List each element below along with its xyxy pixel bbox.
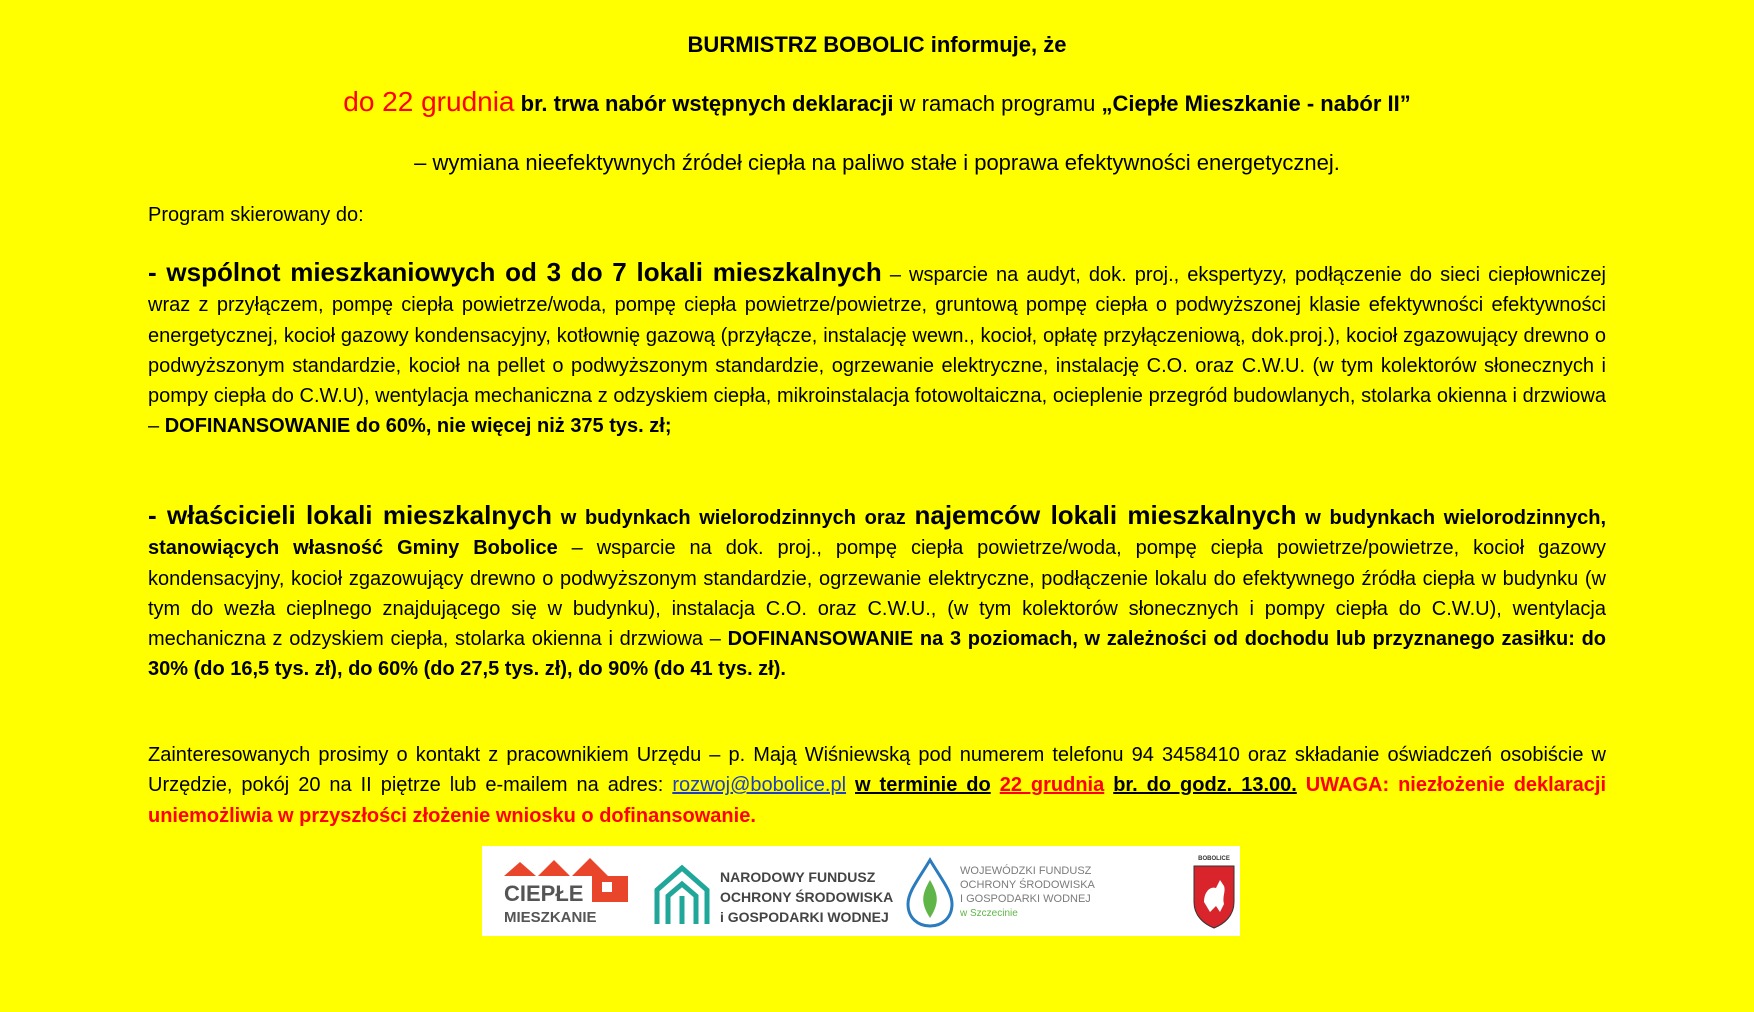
section-owners-heading-b: w budynkach wielorodzinnych oraz — [560, 507, 906, 529]
window-icon — [602, 882, 612, 892]
cieple-logo-line2: MIESZKANIE — [504, 909, 597, 926]
section-owners-body: – wsparcie na dok. proj., pompę ciepła powietrze/woda, pompę ciepła powietrze/powietrze, kocioł gazowy kondensacyjny, kocioł zgazowujący drewno o podwyższonym standardzie, ogrzewanie elektryczne, podłączenie lokalu do efektywnego źródła ciepła w budynku (w tym do wezła cieplnego znajdującego się w budynku), instalacja C.O. oraz C.W.U., (w tym kolektorów słonecznych i pompy ciepła do C.W.U), wentylacja mechaniczna z odzyskiem ciepła, stolarka okienna i drzwiowa – — [148, 537, 1606, 651]
wfosigw-logo — [908, 860, 1096, 926]
roof-icon — [504, 862, 536, 876]
headline-deadline: do 22 grudnia — [343, 86, 515, 117]
wfosigw-line1: WOJEWÓDZKI FUNDUSZ — [960, 865, 1092, 877]
nfosigw-logo — [657, 868, 893, 925]
logos-svg — [482, 846, 1240, 936]
section-communities — [148, 257, 1606, 442]
section-owners-heading-a: - właścicieli lokali mieszkalnych — [148, 500, 552, 530]
headline — [0, 86, 1754, 118]
cieple-mieszkanie-logo — [504, 858, 628, 926]
warning-text: UWAGA: niezłożenie deklaracji uniemożliwia w przyszłości złożenie wniosku o dofinansowanie. — [148, 774, 1607, 827]
deadline-date: 22 grudnia — [999, 774, 1105, 797]
cieple-logo-line1: CIEPŁE — [504, 881, 584, 906]
headline-bold: br. trwa nabór wstępnych deklaracji — [520, 91, 894, 116]
contact-paragraph — [148, 740, 1606, 831]
page-title: BURMISTRZ BOBOLIC informuje, że — [687, 32, 1067, 57]
bobolice-label: BOBOLICE — [1198, 856, 1230, 862]
section-communities-heading: - wspólnot mieszkaniowych od 3 do 7 lokali mieszkalnych — [148, 257, 882, 287]
logos-bar — [482, 846, 1240, 936]
section-owners-heading-d: w budynkach wielorodzinnych, stanowiących własność Gminy Bobolice — [148, 507, 1607, 560]
headline-program: „Ciepłe Mieszkanie - nabór II” — [1101, 91, 1411, 116]
roof-icon — [572, 858, 608, 876]
email-link[interactable]: rozwoj@bobolice.pl — [672, 774, 847, 797]
nfosigw-line3: i GOSPODARKI WODNEJ — [720, 909, 889, 925]
bobolice-coat-of-arms — [1194, 856, 1234, 928]
wfosigw-line4: w Szczecinie — [960, 908, 1018, 919]
section-communities-body: – wsparcie na audyt, dok. proj., ekspertyzy, podłączenie do sieci ciepłowniczej wraz z przyłączem, pompę ciepła powietrze/woda, pompę ciepła powietrze/powietrze, gruntową pompę ciepła o podwyższonej klasie efektywności efektywności energetycznej, kocioł gazowy kondensacyjny, kotłownię gazową (przyłącze, instalację wewn., kocioł, opłatę przyłączeniową, dok.proj.), kocioł zgazowujący drewno o podwyższonym standardzie, kocioł na pellet o podwyższonym standardzie, ogrzewanie elektryczne, instalację C.O. oraz C.W.U. (w tym kolektorów słonecznych i pompy ciepła do C.W.U), wentylacja mechaniczna z odzyskiem ciepła, mikroinstalacja fotowoltaiczna, ocieplenie przegród budowlanych, stolarka okienna i drzwiowa – — [148, 264, 1607, 438]
nfosigw-line1: NARODOWY FUNDUSZ — [720, 869, 876, 885]
wfosigw-line3: I GOSPODARKI WODNEJ — [960, 893, 1091, 905]
deadline-text-b: br. do godz. 13.00. — [1113, 774, 1297, 797]
subheadline: – wymiana nieefektywnych źródeł ciepła na paliwo stałe i poprawa efektywności energetycznej. — [414, 150, 1340, 175]
nfosigw-line2: OCHRONY ŚRODOWISKA — [720, 889, 894, 905]
section-communities-funding: DOFINANSOWANIE do 60%, nie więcej niż 375 tys. zł; — [164, 415, 672, 438]
section-owners-heading-c: najemców lokali mieszkalnych — [914, 500, 1297, 530]
intro-text: Program skierowany do: — [148, 204, 364, 226]
headline-normal: w ramach programu — [899, 91, 1096, 116]
wfosigw-line2: OCHRONY ŚRODOWISKA — [960, 879, 1095, 891]
leaf-icon — [923, 880, 937, 918]
section-owners-funding: DOFINANSOWANIE na 3 poziomach, w zależności od dochodu lub przyznanego zasiłku: do 30% (do 16,5 tys. zł), do 60% (do 27,5 tys. zł), do 90% (do 41 tys. zł). — [148, 628, 1607, 681]
contact-text: Zainteresowanych prosimy o kontakt z pracownikiem Urzędu – p. Mają Wiśniewską pod numerem telefonu 94 3458410 oraz składanie oświadczeń osobiście w Urzędzie, pokój 20 na II piętrze lub e-mailem na adres: — [148, 744, 1606, 797]
roof-icon — [538, 860, 570, 876]
section-owners — [148, 500, 1606, 685]
deadline-text-a: w terminie do — [855, 774, 991, 797]
